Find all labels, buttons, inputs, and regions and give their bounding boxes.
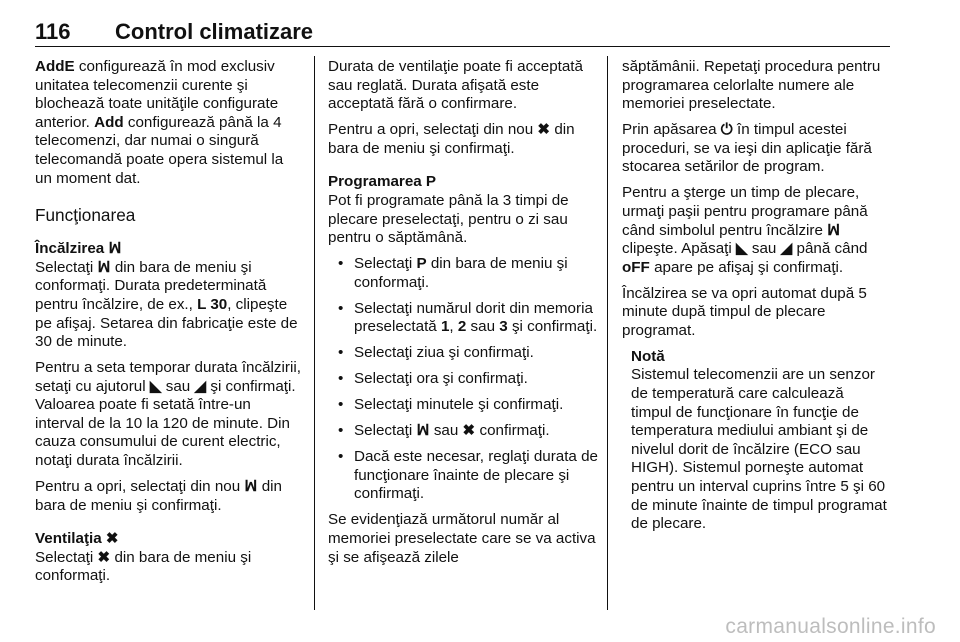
paragraph: Încălzirea se va opri automat după 5 minute după timpul de plecare programat. <box>622 284 867 339</box>
text: Pentru a opri, selectaţi din nou <box>328 121 538 139</box>
text: configurează în mod exclusiv unitatea telecomenzii curente şi blochează toate unităţile configurate anterior. <box>35 58 279 131</box>
note-box <box>622 348 888 534</box>
text: în timpul acestei proceduri, se va ieşi din aplicaţie fără stocarea setărilor de program. <box>622 121 872 176</box>
text: sau <box>161 377 195 395</box>
steps-list <box>328 255 598 504</box>
column-3 <box>622 58 888 534</box>
paragraph <box>328 121 598 158</box>
heater-icon: ꟽ <box>244 478 258 496</box>
term-3: 3 <box>499 318 508 336</box>
list-item <box>328 255 598 292</box>
heater-icon: ꟽ <box>97 258 111 276</box>
term-1: 1 <box>440 318 450 336</box>
text: Selectaţi numărul dorit din memoria preselectată <box>354 299 593 336</box>
column-1 <box>35 58 303 593</box>
column-divider <box>607 56 608 610</box>
arrow-left-icon: ◣ <box>735 240 748 258</box>
paragraph: săptămânii. Repetaţi procedura pentru programarea celorlalte numere ale memoriei preselectate. <box>622 58 881 113</box>
text: din bara de meniu şi conformaţi. <box>354 255 568 291</box>
subheading-programming <box>328 173 598 247</box>
list-item: • Selectaţi ora şi confirmaţi. <box>328 370 598 389</box>
text: Prin apăsarea <box>622 121 721 139</box>
fan-icon: ✖ <box>462 422 476 440</box>
text: sau <box>466 318 500 336</box>
text: confirmaţi. <box>475 422 550 440</box>
text: Selectaţi <box>354 255 417 273</box>
heater-icon: ꟽ <box>108 240 122 258</box>
text: apare pe afişaj şi confirmaţi. <box>649 258 844 276</box>
paragraph <box>622 184 888 277</box>
subheading-heating <box>35 240 303 352</box>
text: Pentru a opri, selectaţi din nou <box>35 478 245 496</box>
subheading-ventilation <box>35 530 303 586</box>
subheading: Programarea P <box>328 173 437 191</box>
text: sau <box>747 240 781 258</box>
text: , clipeşte pe afişaj. Setarea din fabricaţie este de 30 de minute. <box>35 295 298 351</box>
text: , <box>449 318 458 336</box>
paragraph <box>35 58 303 188</box>
paragraph <box>622 121 888 177</box>
heater-icon: ꟽ <box>827 221 841 239</box>
text: din bara de meniu şi conformaţi. <box>35 548 252 585</box>
fan-icon: ✖ <box>97 548 111 566</box>
text: Pot fi programate până la 3 timpi de plecare preselectaţi, pentru o zi sau pentru o săptămână. <box>328 191 569 247</box>
text: din bara de meniu şi confirmaţi. <box>328 121 575 157</box>
text: Selectaţi <box>35 258 98 276</box>
note-title: Notă <box>631 347 665 365</box>
text: sau <box>429 422 463 440</box>
paragraph: Durata de ventilaţie poate fi acceptată sau reglată. Durata afişată este acceptată fără o confirmare. <box>328 58 583 113</box>
term-l30: L 30 <box>197 295 228 313</box>
list-item <box>328 300 598 337</box>
column-2 <box>328 58 598 575</box>
text: din bara de meniu şi conformaţi. Durata predeterminată pentru încălzire, de ex., <box>35 258 267 313</box>
column-divider <box>314 56 315 610</box>
text: Pentru a seta temporar durata încălzirii, setaţi cu ajutorul <box>35 359 301 395</box>
text: Selectaţi <box>35 548 98 566</box>
power-icon: ⏻ <box>720 121 733 139</box>
note-text: Sistemul telecomenzii are un senzor de temperatură care calculează timpul de funcţionare în funcţie de temperatura mediului ambiant şi de nivelul dorit de încălzire (ECO sau HIGH). Sistemul porneşte automat pentru un interval cuprins între 5 şi 60 de minute înainte de timpul programat de plecare. <box>631 366 887 533</box>
chapter-title: Control climatizare <box>115 19 314 44</box>
list-item: • Selectaţi minutele şi confirmaţi. <box>328 396 598 415</box>
text: până când <box>792 240 868 258</box>
list-item: • Dacă este necesar, reglaţi durata de funcţionare înainte de plecare şi confirmaţi. <box>328 448 598 504</box>
term-adde: AddE <box>35 58 75 75</box>
watermark: carmanualsonline.info <box>725 615 936 638</box>
page-number: 116 <box>35 19 71 44</box>
text: din bara de meniu şi confirmaţi. <box>35 478 282 514</box>
text: şi confirmaţi. <box>507 318 598 336</box>
section-title: Funcţionarea <box>35 205 136 226</box>
arrow-left-icon: ◣ <box>149 377 162 395</box>
term-2: 2 <box>457 318 467 336</box>
fan-icon: ✖ <box>105 530 119 548</box>
term-off: oFF <box>622 258 650 276</box>
paragraph: Se evidenţiază următorul număr al memoriei preselectate care se va activa şi se afişează zilele <box>328 511 596 566</box>
term-p: P <box>416 255 427 273</box>
text: clipeşte. Apăsaţi <box>622 240 736 258</box>
paragraph <box>35 478 303 515</box>
text: Selectaţi <box>354 422 417 440</box>
term-add: Add <box>94 113 124 131</box>
heater-icon: ꟽ <box>416 422 430 440</box>
list-item <box>328 422 598 441</box>
list-item: • Selectaţi ziua şi confirmaţi. <box>328 344 598 363</box>
fan-icon: ✖ <box>537 121 551 139</box>
subheading: Ventilaţia <box>35 530 102 548</box>
arrow-right-icon: ◢ <box>780 240 793 258</box>
text: configurează până la 4 telecomenzi, dar numai o singură telecomandă poate opera sistemul la un moment dat. <box>35 113 284 187</box>
page-header <box>35 8 890 47</box>
arrow-right-icon: ◢ <box>194 377 207 395</box>
text: şi confirmaţi. Valoarea poate fi setată între-un interval de la 10 la 120 de minute. Din cauza consumului de curent electric, notaţi durata încălzirii. <box>35 377 296 470</box>
text: Pentru a şterge un timp de plecare, urmaţi paşii pentru programare până când simbolul pentru încălzire <box>622 184 868 239</box>
subheading: Încălzirea <box>35 240 105 258</box>
paragraph <box>35 359 303 471</box>
